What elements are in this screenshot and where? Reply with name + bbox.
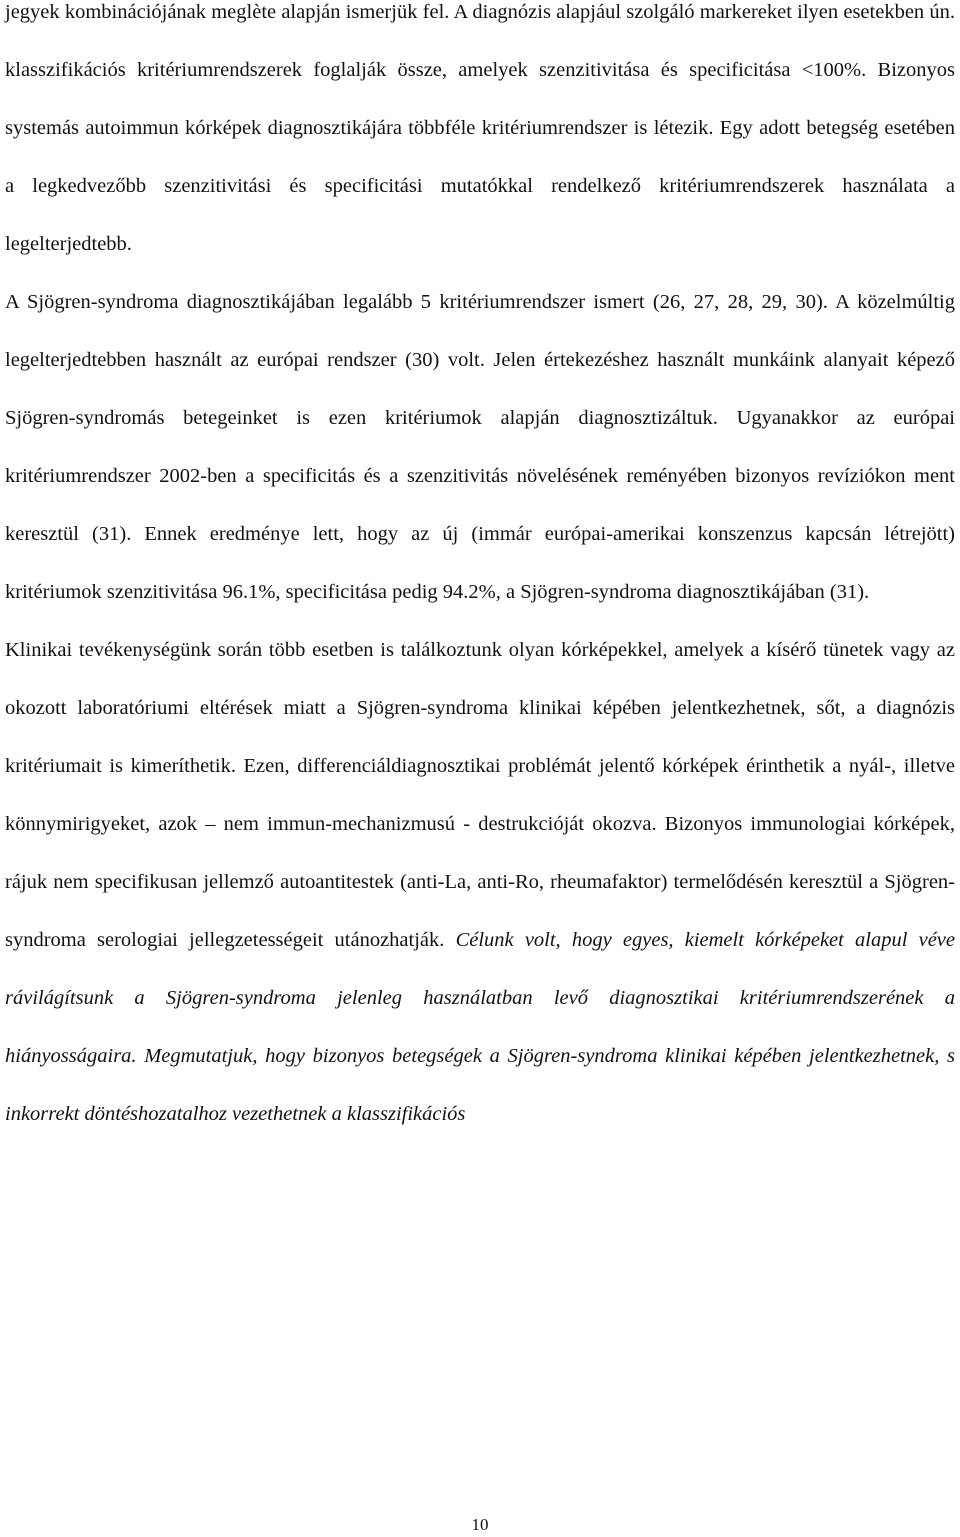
paragraph-criteria-intro: jegyek kombinációjának meglète alapján ismerjük fel. A diagnózis alapjául szolgáló markereket ilyen esetekben ún. klasszifikációs kritériumrendszerek foglalják össze, amelyek szenzitivitása és specificitása <100%. Bizonyos systemás autoimmun kórképek diagnosztikájára többféle kritériumrendszer is létezik. Egy adott betegség esetében a legkedvezőbb szenzitivitási és specificitási mutatókkal rendelkező kritériumrendszerek használata a legelterjedtebb. (5, 1, 955, 255)
paragraph-clinical-activity (5, 621, 955, 1143)
paragraph-sjogren-criteria: A Sjögren-syndroma diagnosztikájában legalább 5 kritériumrendszer ismert (26, 27, 28, 29, 30). A közelmúltig legelterjedtebben használt az európai rendszer (30) volt. Jelen értekezéshez használt munkáink alanyait képező Sjögren-syndromás betegeinket is ezen kritériumok alapján diagnosztizáltuk. Ugyanakkor az európai kritériumrendszer 2002-ben a specificitás és a szenzitivitás növelésének reményében bizonyos revíziókon ment keresztül (31). Ennek eredménye lett, hogy az új (immár európai-amerikai konszenzus kapcsán létrejött) kritériumok szenzitivitása 96.1%, specificitása pedig 94.2%, a Sjögren-syndroma diagnosztikájában (31). (5, 291, 955, 603)
paragraph-clinical-activity-text: Klinikai tevékenységünk során több esetben is találkoztunk olyan kórképekkel, amelyek a kísérő tünetek vagy az okozott laboratóriumi eltérések miatt a Sjögren-syndroma klinikai képében jelentkezhetnek, sőt, a diagnózis kritériumait is kimeríthetik. Ezen, differenciáldiagnosztikai problémát jelentő kórképek érinthetik a nyál-, illetve könnymirigyeket, azok – nem immun-mechanizmusú - destrukcióját okozva. Bizonyos immunologiai kórképek, rájuk nem specifikusan jellemző autoantitestek (anti-La, anti-Ro, rheumafaktor) termelődésén keresztül a Sjögren-syndroma serologiai jellegzetességeit utánozhatják. (5, 639, 955, 951)
paragraph-aim-italic-text: Célunk volt, hogy egyes, kiemelt kórképeket alapul véve rávilágítsunk a Sjögren-syndroma jelenleg használatban levő diagnosztikai kritériumrendszerének a hiányosságaira. Megmutatjuk, hogy bizonyos betegségek a Sjögren-syndroma klinikai képében jelentkezhetnek, s inkorrekt döntéshozatalhoz vezethetnek a klasszifikációs (5, 929, 955, 1125)
page-number: 10 (471, 1515, 489, 1534)
document-page (5, 0, 955, 1143)
